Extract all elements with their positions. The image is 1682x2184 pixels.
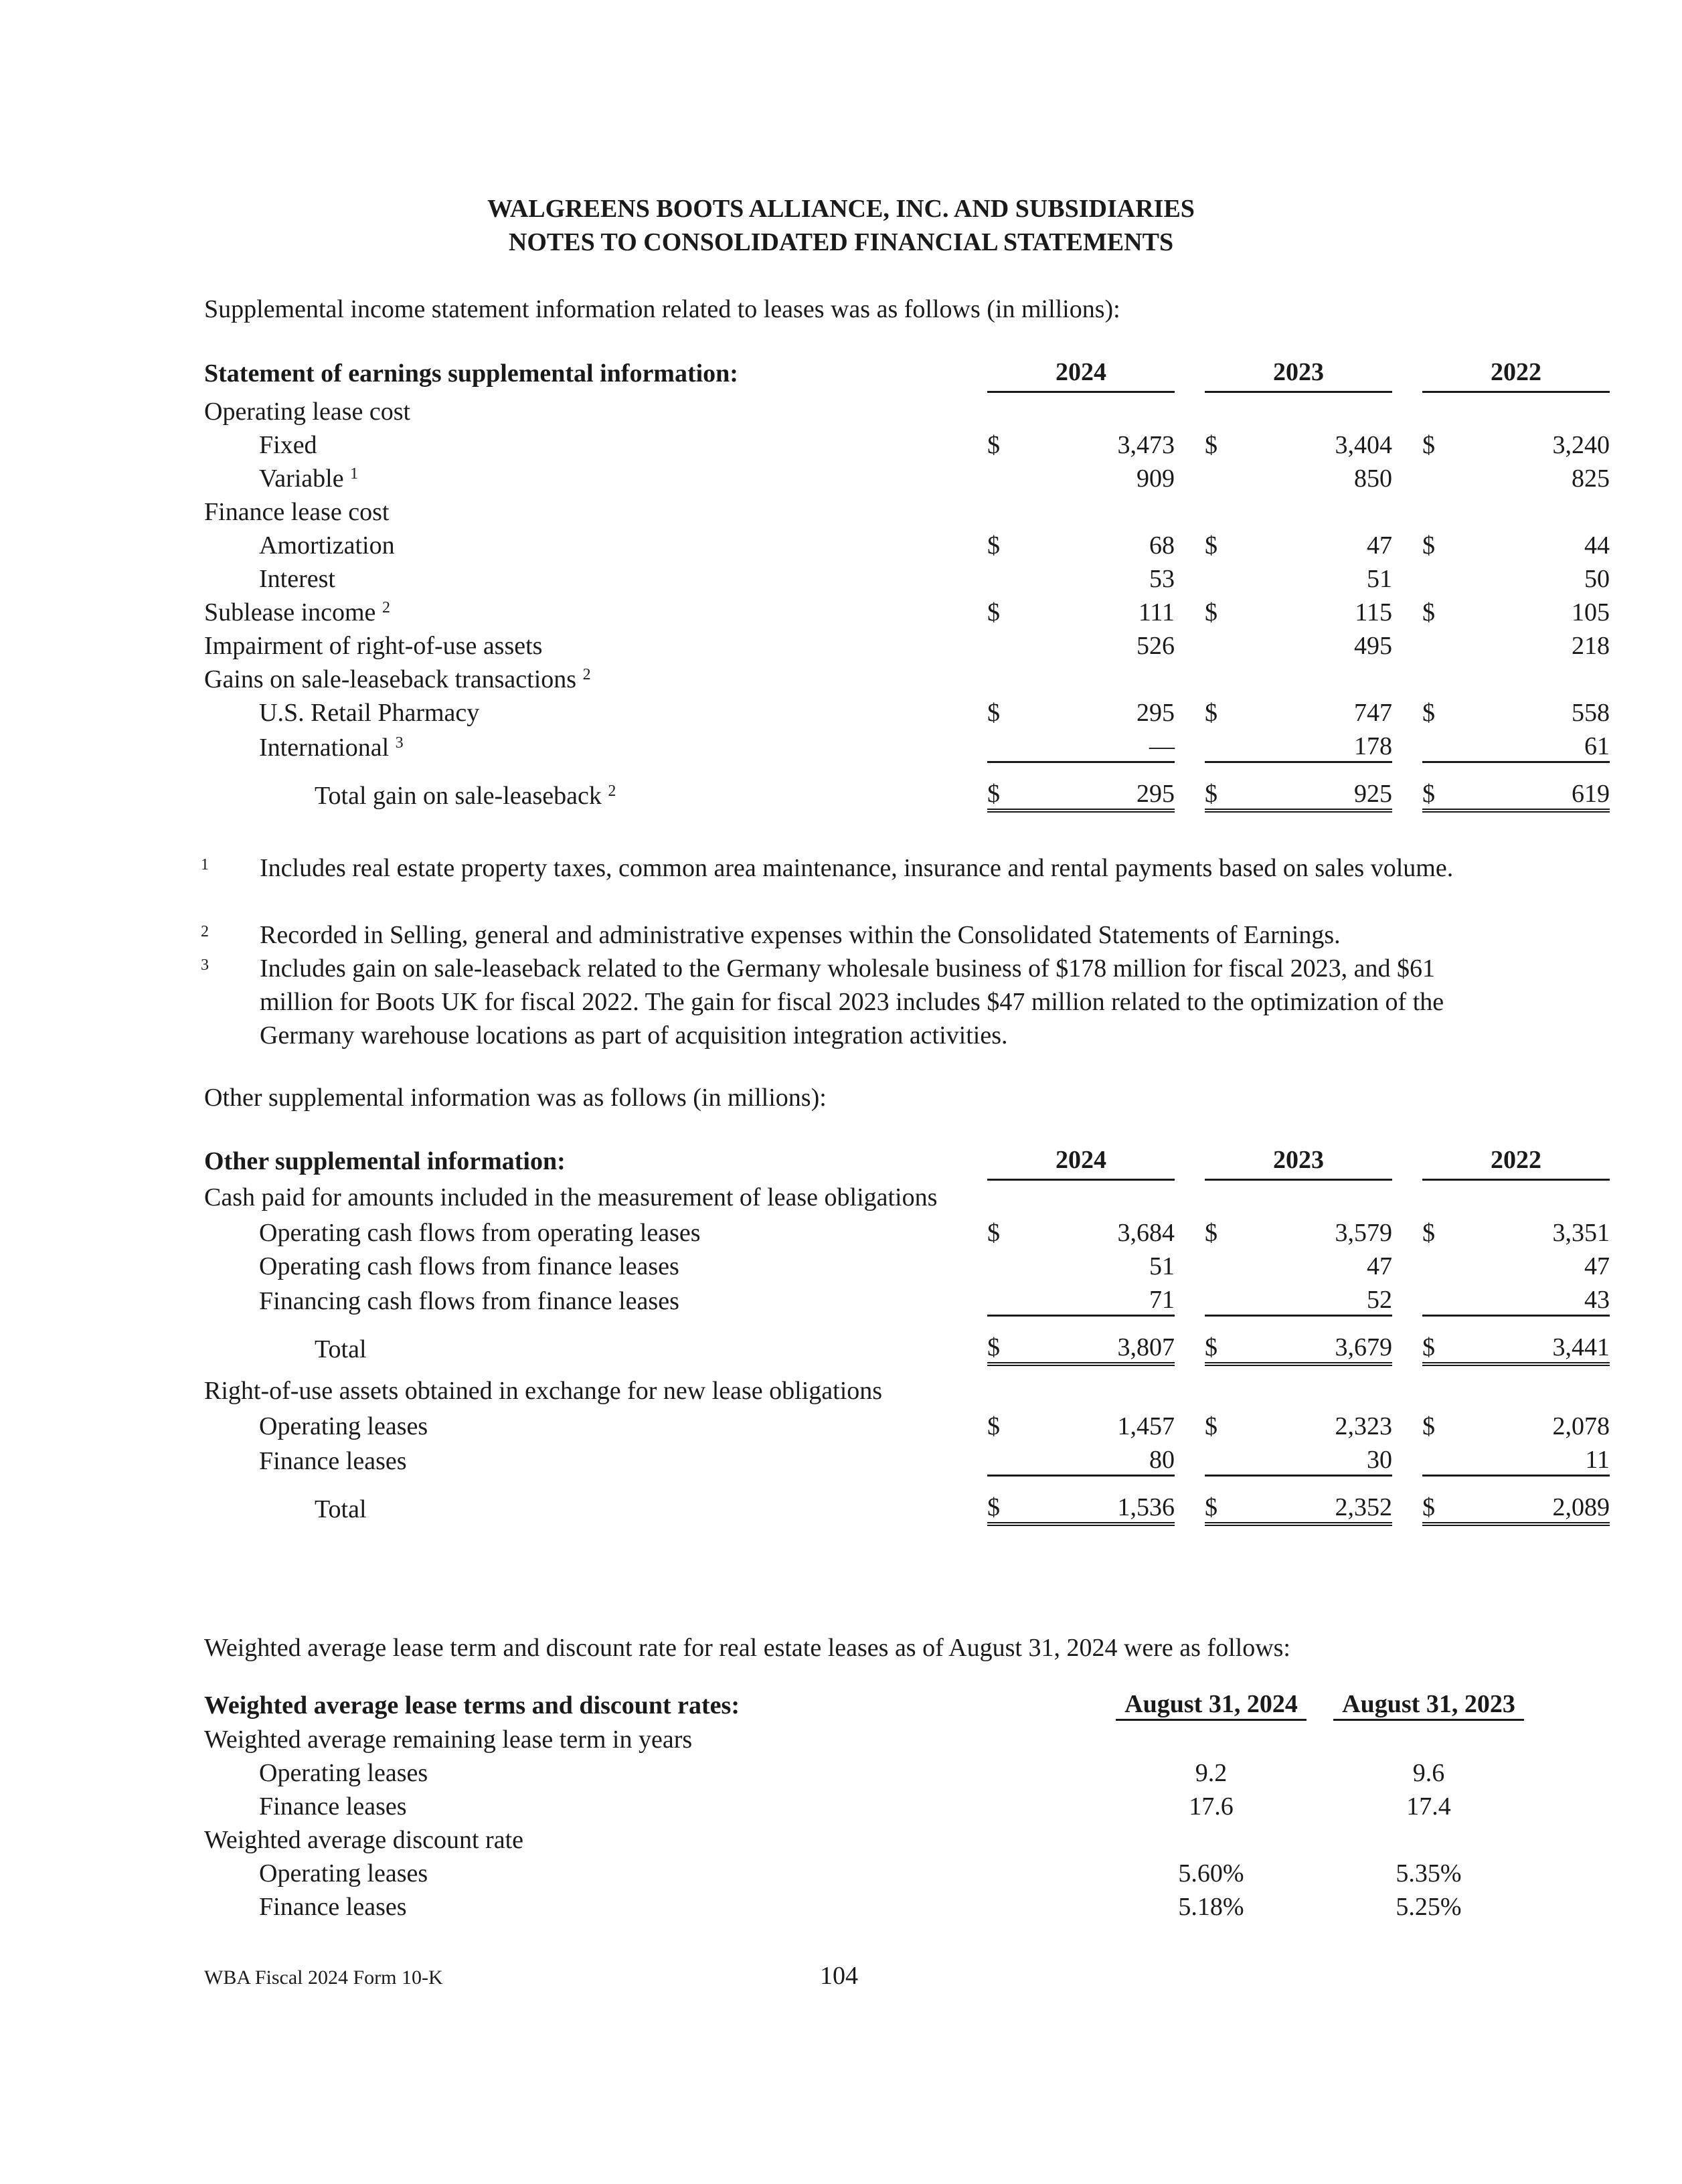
currency-symbol: $ — [987, 762, 1024, 811]
row-label: Operating leases — [259, 1759, 428, 1787]
cell-value: 295 — [1024, 762, 1175, 811]
table-row — [204, 493, 1610, 527]
table-row — [204, 527, 1610, 560]
row-label: Right-of-use assets obtained in exchange for new lease obligations — [204, 1377, 883, 1405]
weighted-average-table — [204, 1685, 1524, 1922]
table-header-row — [204, 1685, 1524, 1720]
currency-symbol: $ — [987, 699, 1000, 728]
footnote-ref: 1 — [350, 465, 359, 483]
cell-value: 747 — [1354, 699, 1392, 728]
table-row — [204, 1364, 1610, 1408]
footnote-ref: 2 — [582, 666, 591, 684]
currency-symbol: $ — [1205, 1476, 1242, 1525]
row-label: Operating leases — [259, 1859, 428, 1887]
cell-value: 105 — [1572, 598, 1610, 627]
cell-value: 3,684 — [1117, 1219, 1175, 1248]
cell-value: 526 — [1137, 632, 1175, 661]
total-row — [204, 1316, 1610, 1365]
cell-value: — — [1024, 728, 1175, 762]
cell-value: 3,473 — [1117, 431, 1175, 460]
table-row — [204, 1281, 1610, 1316]
cell-value: 3,404 — [1335, 431, 1392, 460]
cell-value: 5.18% — [1178, 1893, 1244, 1921]
table-row — [204, 392, 1610, 427]
page-number: 104 — [820, 1962, 858, 1990]
currency-symbol: $ — [1422, 699, 1435, 728]
footnote-number: 1 — [201, 856, 209, 873]
cell-value: 47 — [1367, 1252, 1392, 1281]
currency-symbol: $ — [1205, 598, 1217, 627]
total-row — [204, 762, 1610, 811]
currency-symbol: $ — [1205, 699, 1217, 728]
cell-value: 3,807 — [1024, 1316, 1175, 1365]
currency-symbol: $ — [1205, 1219, 1217, 1248]
currency-symbol: $ — [987, 531, 1000, 560]
table-row — [204, 627, 1610, 661]
footnote-text: Includes real estate property taxes, common area maintenance, insurance and rental payments based on sales volume. — [260, 854, 1454, 882]
footer-form-label: WBA Fiscal 2024 Form 10-K — [204, 1966, 443, 1989]
table-row — [204, 1720, 1524, 1755]
currency-symbol: $ — [987, 598, 1000, 627]
table-row — [204, 1888, 1524, 1922]
cell-value: 495 — [1354, 632, 1392, 661]
cell-value: 850 — [1354, 465, 1392, 493]
row-label: Finance leases — [259, 1446, 407, 1475]
currency-symbol: $ — [1422, 431, 1435, 460]
cell-value: 218 — [1572, 632, 1610, 661]
cell-value: 2,078 — [1552, 1412, 1610, 1441]
row-label: Weighted average discount rate — [204, 1826, 524, 1854]
year-header: 2023 — [1205, 1135, 1392, 1180]
cell-value: 5.60% — [1178, 1859, 1244, 1887]
table-row — [204, 460, 1610, 493]
cell-value: 43 — [1459, 1281, 1610, 1316]
table-header-row — [204, 347, 1610, 392]
row-label: Operating cash flows from operating leases — [259, 1219, 701, 1248]
currency-symbol: $ — [1422, 1412, 1435, 1441]
cell-value: 2,323 — [1335, 1412, 1392, 1441]
cell-value: 5.25% — [1396, 1893, 1462, 1921]
row-label: Amortization — [259, 531, 395, 560]
year-header: 2022 — [1422, 347, 1610, 392]
currency-symbol: $ — [987, 431, 1000, 460]
table-row — [204, 661, 1610, 694]
currency-symbol: $ — [1422, 1316, 1459, 1365]
currency-symbol: $ — [1422, 598, 1435, 627]
footnote — [201, 918, 1479, 952]
cell-value: 9.6 — [1412, 1759, 1445, 1787]
cell-value: 5.35% — [1396, 1859, 1462, 1887]
table-row — [204, 728, 1610, 762]
cell-value: 68 — [1149, 531, 1175, 560]
other-intro: Other supplemental information was as follows (in millions): — [204, 1084, 827, 1112]
cell-value: 52 — [1242, 1281, 1392, 1316]
currency-symbol: $ — [1205, 1316, 1242, 1365]
cell-value: 619 — [1459, 762, 1610, 811]
currency-symbol: $ — [987, 1316, 1024, 1365]
cell-value: 17.6 — [1189, 1792, 1234, 1821]
cell-value: 3,240 — [1552, 431, 1610, 460]
currency-symbol: $ — [1422, 1219, 1435, 1248]
row-label: Total — [315, 1495, 367, 1524]
footnote-ref: 2 — [382, 599, 390, 617]
table-row — [204, 694, 1610, 728]
currency-symbol: $ — [1422, 531, 1435, 560]
cell-value: 3,441 — [1459, 1316, 1610, 1365]
table-row — [204, 1441, 1610, 1476]
year-header: 2022 — [1422, 1135, 1610, 1180]
row-label: Fixed — [259, 431, 317, 460]
row-label: International $^3$ — [259, 733, 404, 762]
row-label: Total — [315, 1335, 367, 1364]
currency-symbol: $ — [1422, 762, 1459, 811]
currency-symbol: $ — [1205, 531, 1217, 560]
cell-value: 9.2 — [1195, 1759, 1228, 1787]
cell-value: 178 — [1242, 728, 1392, 762]
row-label: Finance lease cost — [204, 498, 390, 527]
currency-symbol: $ — [1205, 762, 1242, 811]
row-label: Interest — [259, 565, 335, 594]
row-label: Total gain on sale-leaseback $^2$ — [315, 782, 616, 811]
cell-value: 11 — [1459, 1441, 1610, 1476]
notes-title: NOTES TO CONSOLIDATED FINANCIAL STATEMENTS — [508, 228, 1174, 256]
currency-symbol: $ — [1205, 431, 1217, 460]
currency-symbol: $ — [1422, 1476, 1459, 1525]
year-header: 2024 — [987, 347, 1175, 392]
table-row — [204, 1788, 1524, 1821]
footnote-ref: 3 — [395, 734, 404, 752]
other-supplemental-table — [204, 1135, 1610, 1526]
footnote-text: Includes gain on sale-leaseback related to the Germany wholesale business of $178 million for fiscal 2023, and $61 million for Boots UK for fiscal 2022. The gain for fiscal 2023 includes $47 million related to the optimization of the Germany warehouse locations as part of acquisition integration activities. — [260, 954, 1444, 1049]
row-label: Operating leases — [259, 1412, 428, 1441]
cell-value: 50 — [1584, 565, 1610, 594]
cell-value: 115 — [1355, 598, 1392, 627]
cell-value: 30 — [1242, 1441, 1392, 1476]
weighted-intro: Weighted average lease term and discount rate for real estate leases as of August 31, 2024 were as follows: — [204, 1634, 1290, 1662]
cell-value: 44 — [1584, 531, 1610, 560]
table-row — [204, 1248, 1610, 1281]
row-label: Finance leases — [259, 1893, 407, 1921]
table-row — [204, 560, 1610, 594]
table-header-row — [204, 1135, 1610, 1180]
cell-value: 558 — [1572, 699, 1610, 728]
cell-value: 1,536 — [1024, 1476, 1175, 1525]
footnote-number: 2 — [201, 923, 209, 940]
table-row — [204, 1821, 1524, 1855]
cell-value: 3,351 — [1552, 1219, 1610, 1248]
cell-value: 17.4 — [1406, 1792, 1451, 1821]
cell-value: 3,679 — [1242, 1316, 1392, 1365]
currency-symbol: $ — [987, 1412, 1000, 1441]
row-label: Financing cash flows from finance leases — [259, 1286, 679, 1315]
cell-value: 71 — [1024, 1281, 1175, 1316]
row-label: Cash paid for amounts included in the measurement of lease obligations — [204, 1183, 938, 1211]
income-supplemental-table — [204, 347, 1610, 813]
cell-value: 111 — [1138, 598, 1175, 627]
row-label: Gains on sale-leaseback transactions $^2$ — [204, 665, 591, 694]
cell-value: 295 — [1137, 699, 1175, 728]
cell-value: 3,579 — [1335, 1219, 1392, 1248]
table-title: Weighted average lease terms and discount rates: — [204, 1691, 740, 1719]
footnote — [201, 952, 1479, 1052]
table-row — [204, 1214, 1610, 1248]
table-title: Other supplemental information: — [204, 1147, 566, 1175]
cell-value: 61 — [1459, 728, 1610, 762]
company-name: WALGREENS BOOTS ALLIANCE, INC. AND SUBSIDIARIES — [487, 195, 1195, 223]
row-label: Operating cash flows from finance leases — [259, 1252, 679, 1281]
cell-value: 2,089 — [1459, 1476, 1610, 1525]
table-row — [204, 1754, 1524, 1788]
table-row — [204, 1408, 1610, 1441]
cell-value: 53 — [1149, 565, 1175, 594]
cell-value: 909 — [1137, 465, 1175, 493]
currency-symbol: $ — [987, 1476, 1024, 1525]
table-row — [204, 1855, 1524, 1888]
cell-value: 51 — [1367, 565, 1392, 594]
cell-value: 1,457 — [1117, 1412, 1175, 1441]
footnote — [201, 851, 1479, 885]
table-row — [204, 1180, 1610, 1215]
date-header: August 31, 2024 — [1116, 1685, 1307, 1720]
currency-symbol: $ — [1205, 1412, 1217, 1441]
total-row — [204, 1476, 1610, 1525]
cell-value: 47 — [1367, 531, 1392, 560]
footnote-ref: 2 — [608, 782, 616, 801]
row-label: Sublease income $^2$ — [204, 598, 390, 627]
row-label: Operating lease cost — [204, 398, 411, 426]
row-label: Variable $^1$ — [259, 465, 359, 493]
cell-value: 47 — [1584, 1252, 1610, 1281]
date-header: August 31, 2023 — [1333, 1685, 1524, 1720]
row-label: U.S. Retail Pharmacy — [259, 699, 480, 728]
cell-value: 925 — [1242, 762, 1392, 811]
footnote-number: 3 — [201, 956, 209, 974]
table-title: Statement of earnings supplemental information: — [204, 359, 738, 388]
table-row — [204, 594, 1610, 627]
row-label: Finance leases — [259, 1792, 407, 1821]
cell-value: 51 — [1149, 1252, 1175, 1281]
table-row — [204, 426, 1610, 460]
year-header: 2023 — [1205, 347, 1392, 392]
year-header: 2024 — [987, 1135, 1175, 1180]
row-label: Weighted average remaining lease term in years — [204, 1726, 693, 1754]
cell-value: 80 — [1024, 1441, 1175, 1476]
footnote-text: Recorded in Selling, general and administrative expenses within the Consolidated Statements of Earnings. — [260, 921, 1341, 949]
cell-value: 2,352 — [1242, 1476, 1392, 1525]
cell-value: 825 — [1572, 465, 1610, 493]
income-intro: Supplemental income statement information related to leases was as follows (in millions): — [204, 295, 1120, 323]
currency-symbol: $ — [987, 1219, 1000, 1248]
row-label: Impairment of right-of-use assets — [204, 632, 543, 661]
